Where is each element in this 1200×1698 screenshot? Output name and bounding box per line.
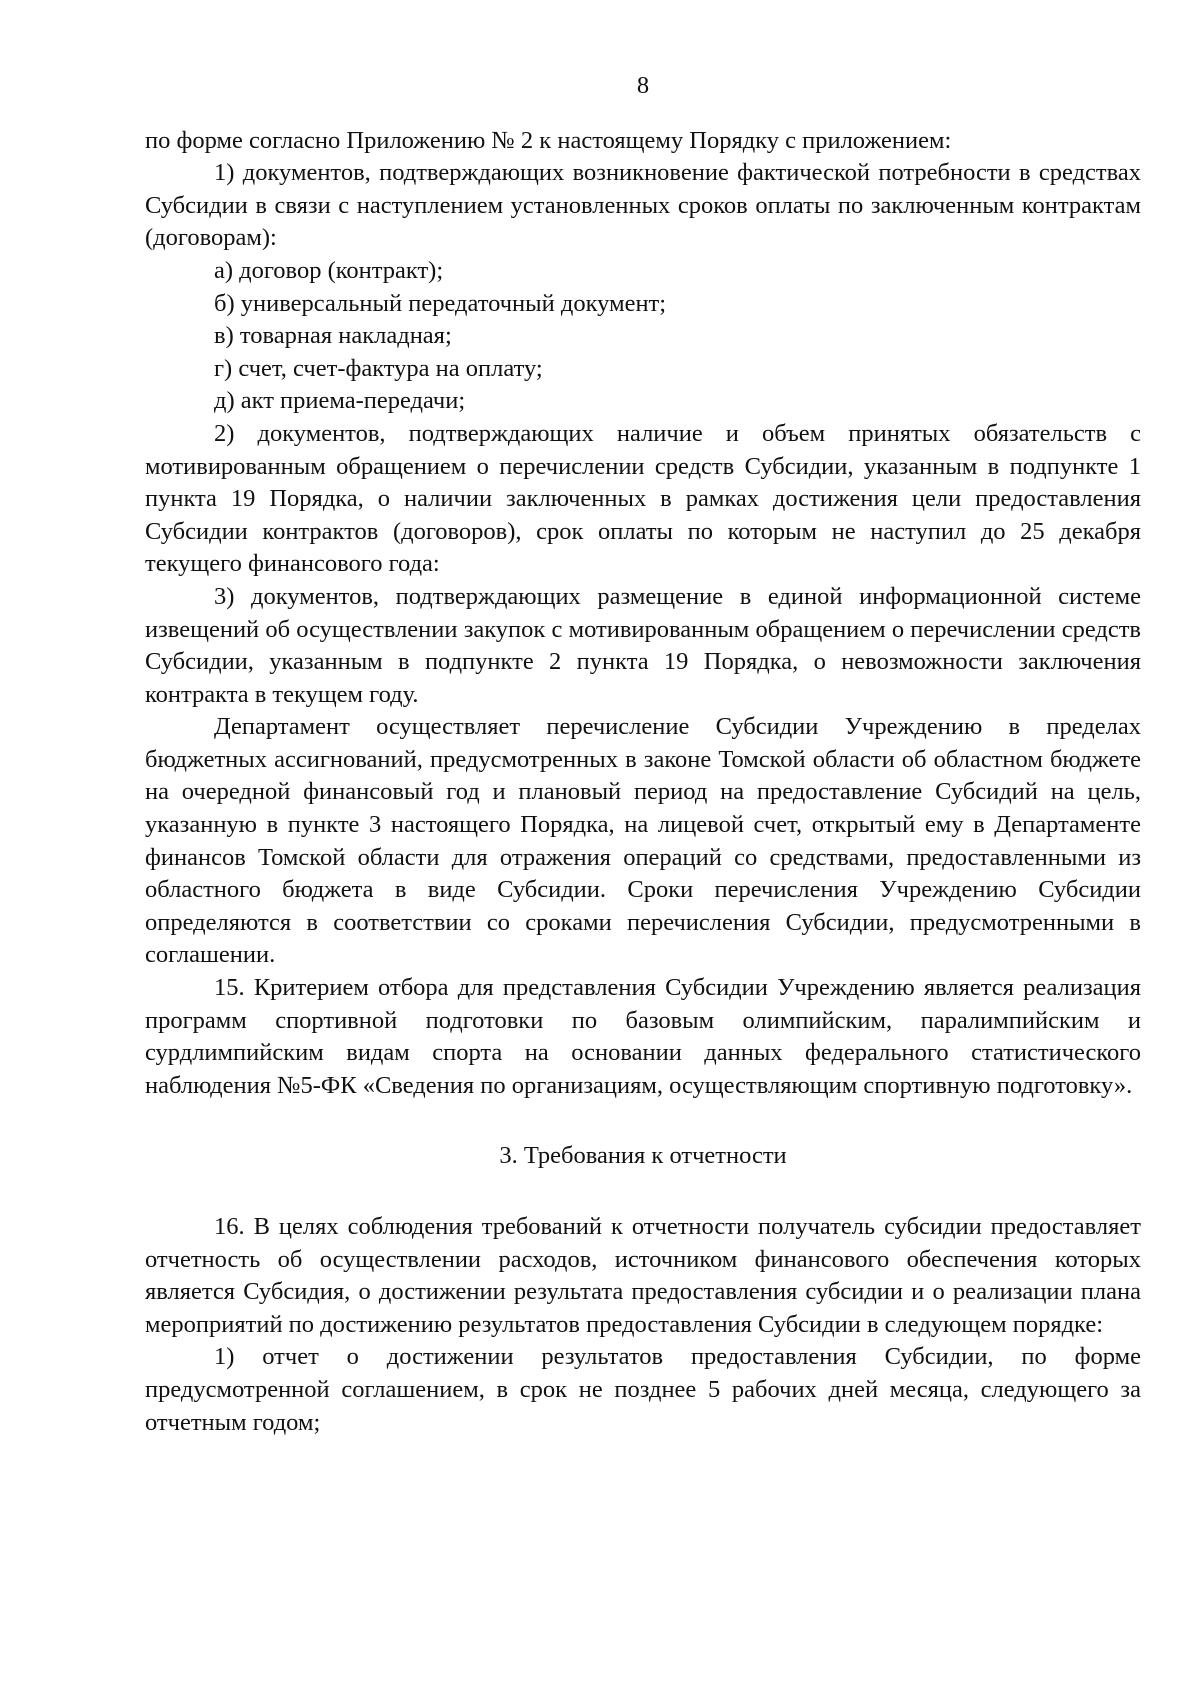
paragraph: Департамент осуществляет перечисление Субсидии Учреждению в пределах бюджетных ассигнований, предусмотренных в законе Томской области об областном бюджете на очередной финансовый год и плановый период на предоставление Субсидий на цель, указанную в пункте 3 настоящего Порядка, на лицевой счет, открытый ему в Департаменте финансов Томской области для отражения операций со средствами, предоставленными из областного бюджета в виде Субсидии. Сроки перечисления Учреждению Субсидии определяются в соответствии со сроками перечисления Субсидии, предусмотренными в соглашении. — [145, 713, 1141, 969]
section-title: 3. Требования к отчетности — [499, 1142, 787, 1170]
paragraph: 1) отчет о достижении результатов предоставления Субсидии, по форме предусмотренной соглашением, в срок не позднее 5 рабочих дней месяца, следующего за отчетным годом; — [145, 1343, 1141, 1436]
list-item: б) универсальный передаточный документ; — [214, 289, 667, 317]
paragraph: 15. Критерием отбора для представления Субсидии Учреждению является реализация программ спортивной подготовки по базовым олимпийским, паралимпийским и сурдлимпийским видам спорта на основании данных федерального статистического наблюдения №5-ФК «Сведения по организациям, осуществляющим спортивную подготовку». — [145, 974, 1141, 1099]
page-number: 8 — [636, 72, 650, 99]
paragraph: 2) документов, подтверждающих наличие и объем принятых обязательств с мотивированным обращением о перечислении средств Субсидии, указанным в подпункте 1 пункта 19 Порядка, о наличии заключенных в рамках достижения цели предоставления Субсидии контрактов (договоров), срок оплаты по которым не наступил до 25 декабря текущего финансового года: — [145, 419, 1141, 578]
document-page — [145, 70, 1141, 1439]
paragraph: 1) документов, подтверждающих возникновение фактической потребности в средствах Субсидии в связи с наступлением установленных сроков оплаты по заключенным контрактам (договорам): — [145, 159, 1141, 252]
paragraph: 16. В целях соблюдения требований к отчетности получатель субсидии предоставляет отчетность об осуществлении расходов, источником финансового обеспечения которых является Субсидия, о достижении результата предоставления субсидии и о реализации плана мероприятий по достижению результатов предоставления Субсидии в следующем порядке: — [145, 1213, 1141, 1338]
paragraph: 3) документов, подтверждающих размещение в единой информационной системе извещений об осуществлении закупок с мотивированным обращением о перечислении средств Субсидии, указанным в подпункте 2 пункта 19 Порядка, о невозможности заключения контракта в текущем году. — [145, 582, 1141, 708]
list-item: а) договор (контракт); — [214, 256, 444, 284]
paragraph: по форме согласно Приложению № 2 к настоящему Порядку с приложением: — [145, 126, 952, 154]
list-item: в) товарная накладная; — [214, 322, 452, 350]
list-item: д) акт приема-передачи; — [214, 387, 466, 415]
list-item: г) счет, счет-фактура на оплату; — [214, 354, 543, 382]
